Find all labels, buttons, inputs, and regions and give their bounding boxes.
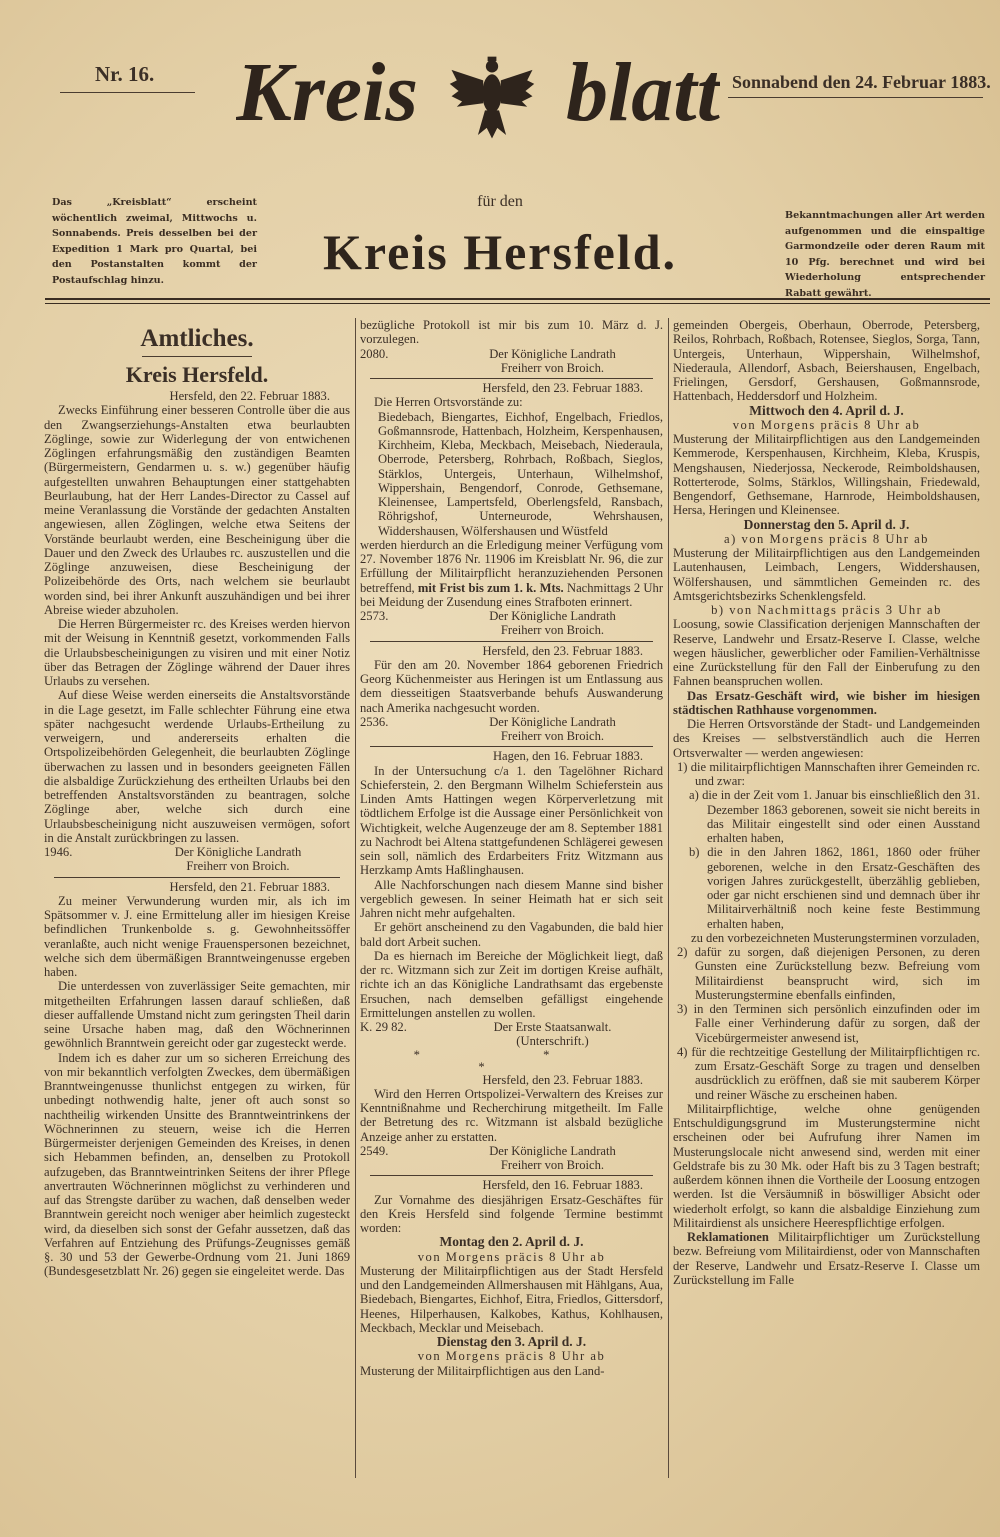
- dateline: Hersfeld, den 23. Februar 1883.: [482, 1072, 643, 1087]
- paragraph: Alle Nachforschungen nach diesem Manne sind bisher vergeblich gewesen. In seiner Heimath hat er sich seit Jahren nicht mehr aufgehalten.: [360, 877, 663, 920]
- paragraph: Zur Vornahme des diesjährigen Ersatz-Geschäftes für den Kreis Hersfeld sind folgende Termine bestimmt worden:: [360, 1192, 663, 1235]
- paragraph: Musterung der Militairpflichtigen aus den Landgemeinden Lautenhausen, Leimbach, Lengers, Widdershausen, Wölfershausen, und sämmtlichen Gemeinden rc. des Amtsgerichtsbezirks Schenklengsfeld.: [673, 546, 980, 603]
- divider: [142, 356, 252, 357]
- column-1: [44, 318, 350, 1490]
- paragraph: 3) in den Terminen sich persönlich einzufinden oder im Falle einer Verhinderung dafür zu sorgen, daß der Vicebürgermeister anwesend ist,: [677, 1002, 980, 1045]
- signatory: [420, 1020, 663, 1049]
- bold-text: Reklamationen: [687, 1230, 769, 1244]
- signatory-title: Der Königliche Landrath: [489, 609, 616, 623]
- signatory-title: Der Königliche Landrath: [174, 845, 302, 859]
- paragraph: Zwecks Einführung einer besseren Controlle über die aus den Zwangserziehungs-Anstalten etwa beurlaubten Zöglinge, sowie zur Widerlegung der von entwichenen Zöglingen erfahrungsmäßig den zuständigen Beamten (Bürgermeistern, Gendarmen u. s. w.) gegenüber häufig aufgestellten unwahren Behauptungen einer stattgehabten Beurlaubung, hat der Herr Landes-Director zu Cassel auf meine Veranlassung die Vorstände der gedachten Anstalten angewiesen, allen Zöglingen, welche etwa Seitens der Vorstände beurlaubt werden, eine Bescheinigung über die Dauer und den Zweck des Urlaubes rc. auszustellen und die Zöglinge anzuweisen, diese Bescheinigung der Polizeibehörde des Orts, nach welchem sie beurlaubt worden sind, bei ihrer Ankunft auszuhändigen und bei ihrer Abreise wieder abzuholen.: [44, 403, 350, 617]
- signature-block: [360, 715, 663, 744]
- separator-stars: * * *: [413, 1047, 610, 1074]
- schedule-time: b) von Nachmittags präcis 3 Uhr ab: [711, 603, 942, 617]
- signature-block: [360, 609, 663, 638]
- signature-block: [360, 347, 663, 376]
- advertising-notice: Bekanntmachungen aller Art werden aufgenommen und die einspaltige Garmondzeile oder deren Raum mit 10 Pfg. berechnet und wird bei Wiederholung entsprechender Rabatt gewährt.: [785, 210, 985, 299]
- paragraph: [673, 1230, 980, 1287]
- column-divider: [668, 318, 669, 1478]
- schedule-day-heading: Donnerstag den 5. April d. J.: [743, 516, 910, 532]
- column-2: [360, 318, 663, 1490]
- signature-block: [44, 845, 350, 874]
- subtitle-fuer-den: für den: [477, 193, 523, 210]
- signatory-title: Der Erste Staatsanwalt.: [493, 1020, 612, 1034]
- paragraph: In der Untersuchung c/a 1. den Tagelöhner Richard Schieferstein, 2. den Bergmann Wilhelm Schieferstein aus Linden Amts Hattingen wegen Körperverletzung mit tödtlichem Erfolge ist die Aussage einer Persönlichkeit von Wichtigkeit, welche Augenzeuge der am 8. September 1881 zu Nachrodt bei Altena stattgefundenen Schlägerei gewesen sein soll, nämlich des Erdarbeiters Fritz Witzmann aus Herzkamp Amts Haßlinghausen.: [360, 763, 663, 878]
- dateline: Hersfeld, den 22. Februar 1883.: [169, 389, 330, 403]
- signatory: [420, 347, 663, 376]
- paragraph: Da es hiernach im Bereiche der Möglichkeit liegt, daß der rc. Witzmann sich zur Zeit im dortigen Kreise aufhält, richte ich an das Königliche Landrathsamt das ergebenste Ersuchen, nach demselben gefälligst eingehende Ermittelungen anstellen zu wollen.: [360, 948, 663, 1020]
- eagle-emblem-icon: [448, 52, 536, 144]
- text-run: werden hierdurch an die Erledigung meiner Verfügung vom 27. November 1876 Nr. 11906 im Kreisblatt Nr. 96, die zur Erfüllung der Militairpflicht heranzuziehenden Personen betreffend,: [360, 537, 663, 595]
- paragraph: Musterung der Militairpflichtigen aus den Land-: [360, 1363, 605, 1378]
- newspaper-title: [236, 38, 720, 158]
- signatory-name: Freiherr von Broich.: [500, 360, 605, 375]
- paragraph: Für den am 20. November 1864 geborenen Friedrich Georg Küchenmeister aus Heringen ist um Entlassung aus dem diesseitigen Staatsverbande behufs Auswanderung nach Amerika nachgesucht worden.: [360, 657, 663, 715]
- paragraph: Indem ich es daher zur um so sicheren Erreichung des von mir bekanntlich verfolgten Zweckes, dem übermäßigen Branntweingenusse thunlichst entgegen zu wirken, für unbedingt nothwendig halte, jener oft auch sonst so nachtheilig wirkenden Unsitte des Branntweintrinkens der Wöchnerinnen zu steuern, weise ich die Herren Bürgermeister derjenigen Gemeinden des Kreises, in denen sich Hebammen befinden, an, denselben zu Protokoll aufzugeben, das Branntweintrinken Seitens der ihrer Pflege anvertrauten Wöchnerinnen möglichst zu verhinderen und auf das Strengste darüber zu wachen, daß denselben weder Branntwein gereicht noch weniger aber heimlich zugesteckt wird, da dieselben sich sonst der Gefahr aussetzen, daß das Verfahren auf Entziehung des Prüfungs-Zeugnisses gemäß §. 30 und 53 der Gewerbe-Ordnung vom 21. Juni 1869 (Bundesgesetzblatt Nr. 26) gegen sie eingeleitet werde. Das: [44, 1050, 350, 1279]
- schedule-day-heading: Montag den 2. April d. J.: [439, 1234, 584, 1250]
- dateline: Hagen, den 16. Februar 1883.: [492, 749, 643, 764]
- subscription-notice: Das „Kreisblatt“ erscheint wöchentlich zweimal, Mittwochs u. Sonnabends. Preis desselben bei der Expedition 1 Mark pro Quartal, bei den Postanstalten kommt der Postaufschlag hinzu.: [52, 197, 257, 286]
- schedule-day-heading: Mittwoch den 4. April d. J.: [749, 402, 904, 418]
- schedule-time: von Morgens präcis 8 Uhr ab: [417, 1249, 606, 1264]
- paragraph: Die unterdessen von zuverlässiger Seite gemachten, mir mitgetheilten Erfahrungen lassen darauf schließen, daß dieser auffallende Umstand nicht zum geringsten Theil darin seine Ursache haben mag, daß den Wöchnerinnen gewöhnlich Branntwein gereicht oder gar zugesteckt werde.: [44, 979, 350, 1051]
- issue-date: Sonnabend den 24. Februar 1883.: [732, 72, 991, 92]
- signature-block: [360, 1144, 663, 1173]
- article-divider: [370, 378, 653, 379]
- paragraph: Militairpflichtige, welche ohne genügenden Entschuldigungsgrund im Musterungstermine nicht erscheinen oder bei Aufrufung ihrer Namen im Musterungslocale nicht anwesend sind, werden mit einer Geldstrafe bis zu 30 Mk. oder Haft bis zu 3 Tagen bestraft; außerdem können ihnen die Vortheile der Loosung entzogen werden. Ist die Versäumniß in böswilliger Absicht oder wiederholt erfolgt, so kann die alsbaldige Einziehung zum Militairdienst als unsichere Heerespflichtige erfolgen.: [673, 1101, 980, 1230]
- article-divider: [54, 877, 340, 878]
- signatory-title: Der Königliche Landrath: [489, 346, 616, 361]
- header-divider: [45, 303, 990, 304]
- paragraph: gemeinden Obergeis, Oberhaun, Oberrode, Petersberg, Reilos, Rohrbach, Roßbach, Rotensee, Sieglos, Sorga, Tann, Untergeis, Unterhaun, Wippershain, Wilhelmshof, Niederaula, Allendorf, Asbach, Beiershausen, Engelbach, Frielingen, Gersdorf, Gershausen, Goßmannsrode, Hattenbach, Heddersdorf und Holzheim.: [673, 318, 980, 404]
- dateline: Hersfeld, den 16. Februar 1883.: [482, 1178, 643, 1193]
- issue-number: Nr. 16.: [95, 62, 155, 86]
- paragraph: Er gehört anscheinend zu den Vagabunden, die bald hier bald dort Arbeit suchen.: [360, 920, 663, 949]
- paragraph: Wird den Herren Ortspolizei-Verwaltern des Kreises zur Kenntnißnahme und Recherchirung mitgetheilt. Im Falle der Betretung des rc. Witzmann ist alsbald bezügliche Anzeige anher zu erstatten.: [360, 1086, 663, 1144]
- paragraph: 4) für die rechtzeitige Gestellung der Militairpflichtigen rc. zum Ersatz-Geschäft Sorge zu tragen und denselben ausdrücklich zu eröffnen, daß sie mit sauberem Körper und reiner Wäsche zu erscheinen haben.: [677, 1044, 980, 1102]
- paragraph: Die Herren Bürgermeister rc. des Kreises werden hiervon mit der Weisung in Kenntniß gesetzt, vorkommenden Falls die Urlaubsbescheinigungen zu visiren und mit einer Notiz über das Betragen der Zöglinge während der Dauer ihres Urlaubs zu versehen.: [44, 617, 350, 688]
- bold-text: mit Frist bis zum 1. k. Mts.: [417, 580, 564, 595]
- signatory-name: Freiherr von Broich.: [500, 1158, 605, 1172]
- divider: [60, 92, 195, 93]
- text-run: Militairpflichtiger um Zurückstellung bezw. Befreiung vom Militairdienst, oder von Mannschaften der Reserve, Landwehr und Ersatz-Reserve I. Classe um Zurückstellung im Falle: [673, 1230, 980, 1287]
- paragraph: a) die in der Zeit vom 1. Januar bis einschließlich den 31. Dezember 1863 geborenen, soweit sie nicht bereits in das Militair eingestellt sind oder einen Ausstand erhalten haben,: [689, 788, 980, 845]
- signatory-name: Freiherr von Broich.: [500, 623, 605, 638]
- paragraph: b) die in den Jahren 1862, 1861, 1860 oder früher geborenen, welche in den Ersatz-Geschäften des vorigen Jahres zurückgestellt, überzählig geblieben, oder gar nicht erschienen sind und demnach über ihr Militairverhältniß noch keine feste Bestimmung erhalten haben,: [689, 845, 980, 931]
- reference-number: 2549.: [360, 1143, 389, 1158]
- paragraph: Musterung der Militairpflichtigen aus den Landgemeinden Kemmerode, Kerspenhausen, Kirchheim, Kleba, Kruspis, Mengshausen, Niederjossa, Neckerode, Reimboldshausen, Rotterterode, Solms, Stärklos, Willingshain, Friedewald, Bengendorf, Gethsemane, Harnrode, Heimboldshausen, Hersa, Heringen und Kleinensee.: [673, 432, 980, 518]
- signatory: [420, 609, 663, 638]
- signatory: [420, 715, 663, 744]
- signatory-title: Der Königliche Landrath: [489, 1143, 616, 1158]
- district-title: Kreis Hersfeld.: [323, 224, 677, 280]
- column-divider: [355, 318, 356, 1478]
- header-divider: [45, 298, 990, 300]
- paragraph: Loosung, sowie Classification derjenigen Mannschaften der Reserve, Landwehr und Ersatz-Reserve I. Classe, welche wegen häuslicher, gewerblicher oder Familien-Verhältnisse eine Zurückstellung für den Fall der Einberufung zu den Fahnen beanspruchen wollen.: [673, 617, 980, 689]
- paragraph: Zu meiner Verwunderung wurden mir, als ich im Spätsommer v. J. eine Ermittelung aller im hiesigen Kreise befindlichen Trunkenbolde s. g. Gewohnheitssöffer veranlaßte, auch nicht wenige Frauenspersonen bezeichnet, welche sich dem übermäßigen Branntweingenusse ergeben haben.: [44, 893, 350, 979]
- reference-number: 2573.: [360, 609, 389, 623]
- paragraph: Musterung der Militairpflichtigen aus der Stadt Hersfeld und den Landgemeinden Allmershausen mit Hählgans, Aua, Biedebach, Biengartes, Eichhof, Eitra, Friedlos, Gittersdorf, Heenes, Hilperhausen, Kalkobes, Kathus, Kohlhausen, Meckbach, Mecklar und Meisebach.: [360, 1263, 663, 1335]
- divider: [728, 97, 983, 98]
- district-heading: Kreis Hersfeld.: [125, 362, 269, 387]
- signatory-name: (Unterschrift.): [516, 1034, 589, 1049]
- article-divider: [370, 641, 653, 642]
- text-run: Nachmittags 2 Uhr bei Meidung der Zusendung eines Strafboten erinnert.: [360, 580, 663, 609]
- reference-number: K. 29 82.: [360, 1020, 407, 1034]
- paragraph: [360, 538, 663, 609]
- signatory-title: Der Königliche Landrath: [489, 714, 616, 729]
- column-3: [673, 318, 980, 1490]
- schedule-time: a) von Morgens präcis 8 Uhr ab: [724, 531, 929, 546]
- reference-number: 2080.: [360, 346, 389, 361]
- paragraph: bezügliche Protokoll ist mir bis zum 10. März d. J. vorzulegen.: [360, 318, 663, 347]
- paragraph: 1) die militairpflichtigen Mannschaften ihrer Gemeinden rc. und zwar:: [677, 759, 980, 788]
- article-divider: [370, 1175, 653, 1176]
- schedule-time: von Morgens präcis 8 Uhr ab: [732, 417, 921, 432]
- title-left: Kreis: [236, 46, 419, 139]
- reference-number: 1946.: [44, 845, 73, 859]
- section-heading: Amtliches.: [140, 325, 254, 352]
- paragraph: [673, 689, 980, 718]
- signatory: [420, 1144, 663, 1173]
- bold-text: Das Ersatz-Geschäft wird, wie bisher im hiesigen städtischen Rathhause vorgenommen.: [673, 688, 980, 717]
- paragraph: Auf diese Weise werden einerseits die Anstaltsvorstände in die Lage gesetzt, im Falle schlechter Führung eine etwa später nachgesucht werdende Urlaubs-Ertheilung zu verweigern, und andererseits erhalten die Ortspolizeibehörden Gelegenheit, die beurlaubten Zöglinge überwachen zu lassen und in besonders geeigneten Fällen die alsbaldige Zurückziehung des ertheilten Urlaubs bei den betreffenden Anstaltsvorständen zu beantragen, solche Zöglinge aber, welche sich durch eine Urlaubsbescheinigung nicht auszuweisen vermögen, sofort in die Anstalt zurückbringen zu lassen.: [44, 688, 350, 845]
- reference-number: 2536.: [360, 714, 389, 729]
- schedule-time: von Morgens präcis 8 Uhr ab: [417, 1349, 606, 1364]
- dateline: Hersfeld, den 23. Februar 1883.: [482, 381, 643, 395]
- paragraph: zu den vorbezeichneten Musterungsterminen vorzuladen,: [691, 930, 980, 945]
- signatory-name: Freiherr von Broich.: [186, 859, 290, 874]
- title-right: blatt: [565, 46, 720, 139]
- signature-block: [360, 1020, 663, 1049]
- dateline: Hersfeld, den 23. Februar 1883.: [482, 643, 643, 658]
- schedule-day-heading: Dienstag den 3. April d. J.: [436, 1334, 587, 1349]
- paragraph: Die Herren Ortsvorstände zu:: [374, 395, 523, 410]
- signatory: [104, 845, 350, 874]
- paragraph: Die Herren Ortsvorstände der Stadt- und Landgemeinden des Kreises — selbstverständlich auch die Herren Ortsverwalter — werden angewiesen:: [673, 717, 980, 760]
- paragraph: 2) dafür zu sorgen, daß diejenigen Personen, zu deren Gunsten eine Zurückstellung bezw. Befreiung vom Militairdienst beansprucht wird, sich im Musterungstermine ebenfalls einfinden,: [677, 945, 980, 1002]
- article-divider: [370, 746, 653, 747]
- dateline: Hersfeld, den 21. Februar 1883.: [169, 879, 330, 894]
- signatory-name: Freiherr von Broich.: [500, 729, 605, 743]
- paragraph: Biedebach, Biengartes, Eichhof, Engelbach, Friedlos, Goßmannsrode, Hattenbach, Holzheim, Kerspenhausen, Kirchheim, Kleba, Meckbach, Meisebach, Niederaula, Oberrode, Petersberg, Rohrbach, Roßbach, Sieglos, Stärklos, Untergeis, Unterhaun, Wilhelmshof, Wippershain, Bengendorf, Conrode, Gethsemane, Kleinensee, Lampertsfeld, Oberlengsfeld, Ransbach, Röhrigshof, Unterneurode, Wehrshausen, Widdershausen, Wölfershausen und Wüstfeld: [378, 409, 663, 538]
